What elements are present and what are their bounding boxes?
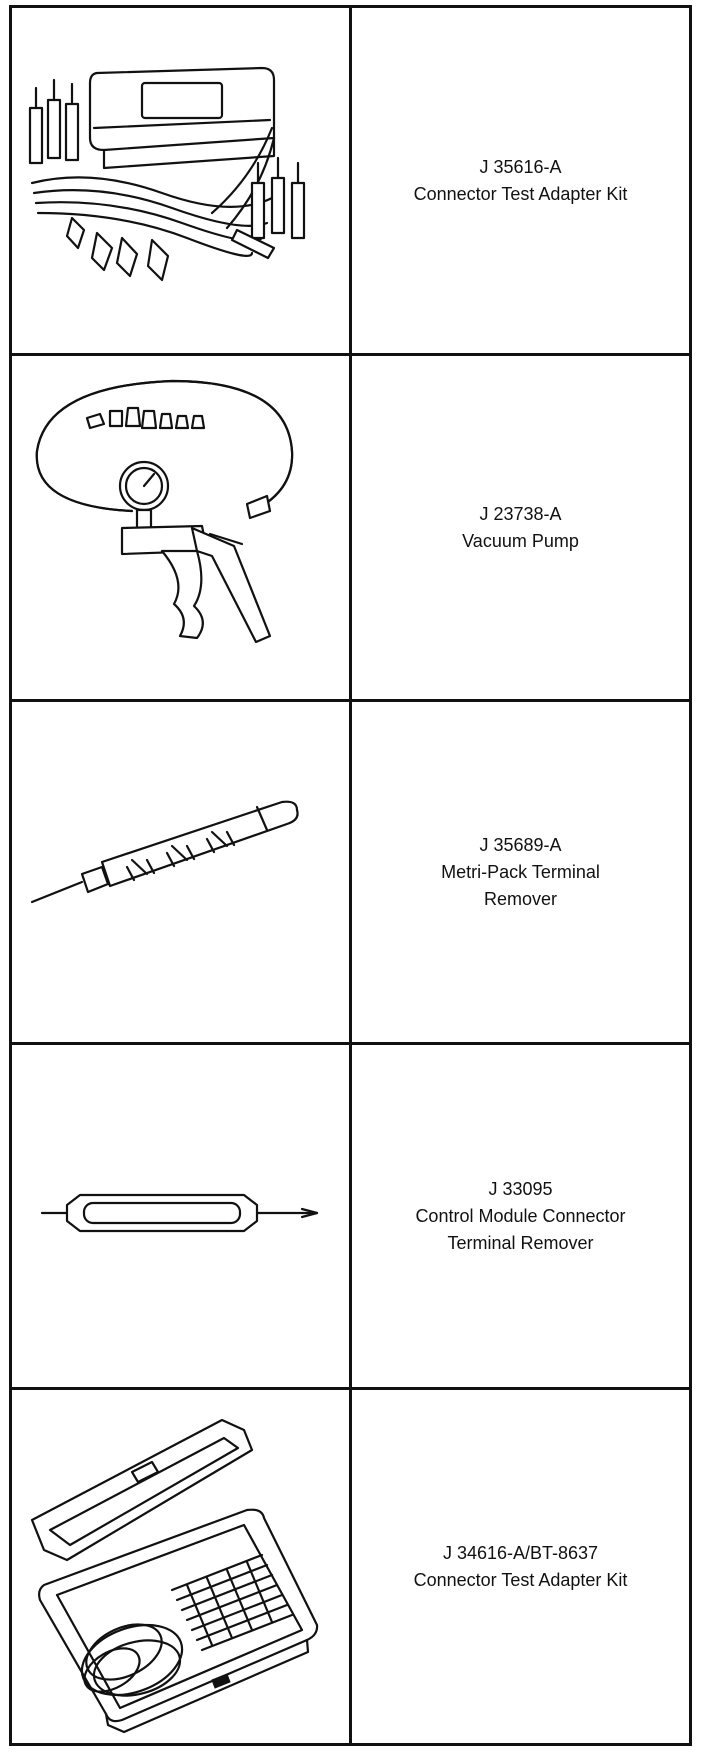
tool-name: Metri-Pack Terminal	[441, 861, 600, 882]
tool-name: Remover	[483, 888, 558, 909]
vacuum-pump-illustration	[12, 356, 349, 699]
tool-description-cell	[351, 1044, 691, 1389]
tool-name: Connector Test Adapter Kit	[413, 183, 628, 204]
tool-description-cell	[351, 355, 691, 701]
tool-description-cell	[351, 1389, 691, 1745]
special-tools-table	[9, 5, 692, 1746]
tool-row	[11, 701, 691, 1044]
connector-test-adapter-kit-illustration	[12, 8, 349, 353]
tool-image-cell	[11, 1389, 351, 1745]
tool-description-cell	[351, 701, 691, 1044]
terminal-remover-pick-illustration	[12, 702, 349, 1042]
tool-number: J 33095	[488, 1178, 553, 1199]
tool-name: Terminal Remover	[447, 1232, 594, 1253]
tool-image-cell	[11, 701, 351, 1044]
tool-name: Control Module Connector	[415, 1205, 626, 1226]
tool-name: Connector Test Adapter Kit	[413, 1569, 628, 1590]
tool-number: J 35616-A	[479, 156, 562, 177]
terminal-remover-tool-illustration	[12, 1045, 349, 1387]
tool-name: Vacuum Pump	[462, 530, 579, 551]
adapter-kit-case-illustration	[12, 1390, 349, 1743]
tool-image-cell	[11, 1044, 351, 1389]
tool-row	[11, 1389, 691, 1745]
tool-description-cell	[351, 7, 691, 355]
tool-number: J 35689-A	[479, 834, 562, 855]
tool-row	[11, 355, 691, 701]
tool-row	[11, 7, 691, 355]
tool-row	[11, 1044, 691, 1389]
tool-image-cell	[11, 355, 351, 701]
tool-number: J 23738-A	[479, 503, 562, 524]
tool-image-cell	[11, 7, 351, 355]
tool-number: J 34616-A/BT-8637	[442, 1542, 599, 1563]
